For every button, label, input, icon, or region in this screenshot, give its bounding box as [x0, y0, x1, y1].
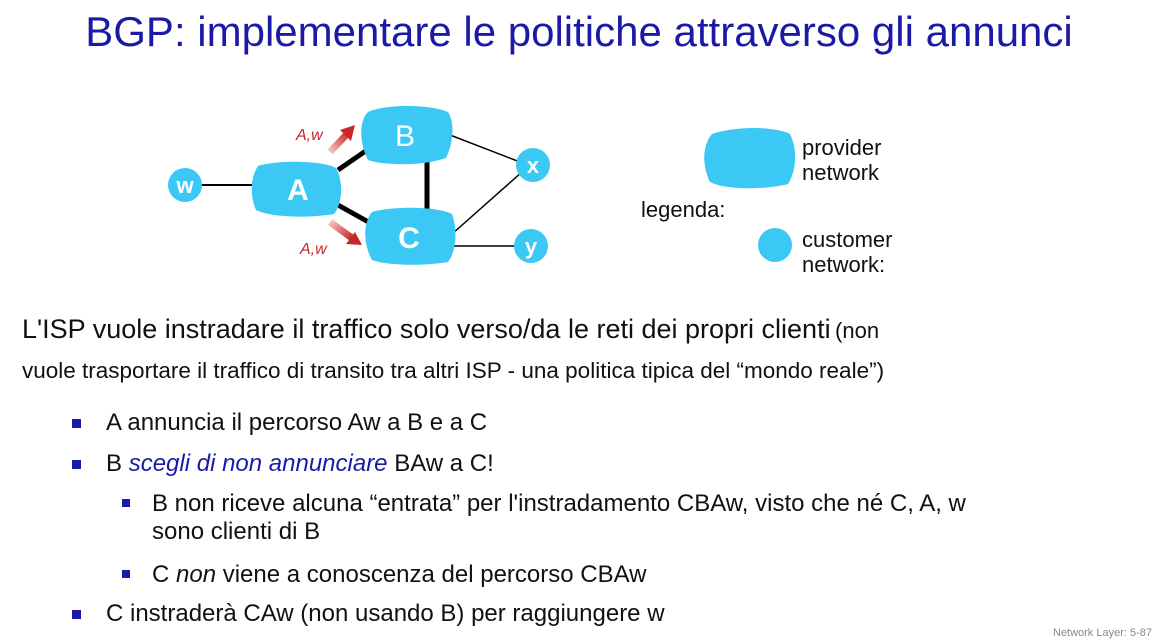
bullet-marker	[72, 610, 81, 619]
node-label-w: w	[176, 173, 194, 198]
announce-label-top: A,w	[296, 127, 323, 144]
announce-label-bottom: A,w	[300, 241, 327, 258]
slide-footer: Network Layer: 5-87	[1052, 627, 1152, 639]
bullet-marker	[72, 460, 81, 469]
link-c-x	[452, 172, 522, 234]
bullet-marker	[122, 570, 130, 578]
node-label-b: B	[394, 120, 416, 153]
intro-aside-rest: vuole trasportare il traffico di transito tra altri ISP - una politica tipica del “mondo reale”)	[22, 358, 885, 383]
intro-main: L'ISP vuole instradare il traffico solo verso/da le reti dei propri clienti	[22, 314, 831, 344]
bullet-marker	[72, 419, 81, 428]
bullet-marker	[122, 499, 130, 507]
slide-title: BGP: implementare le politiche attraverso gli annunci	[85, 8, 1073, 55]
bgp-topology-diagram	[0, 0, 1158, 300]
legend-customer-label: customer network:	[802, 227, 893, 277]
legend-provider-shape	[704, 128, 795, 188]
node-label-c: C	[398, 222, 420, 255]
intro-aside-start: (non	[835, 318, 880, 343]
announce-arrow-to-b	[330, 125, 355, 152]
link-b-x	[450, 135, 520, 162]
announce-arrow-to-c	[330, 222, 362, 245]
link-a-c	[338, 205, 372, 224]
node-label-y: y	[524, 234, 538, 259]
legend-customer-shape	[758, 228, 792, 262]
legend-provider-label: provider network	[802, 135, 882, 185]
node-label-a: A	[287, 174, 309, 207]
legend-title: legenda:	[641, 197, 726, 222]
node-label-x: x	[526, 153, 540, 178]
